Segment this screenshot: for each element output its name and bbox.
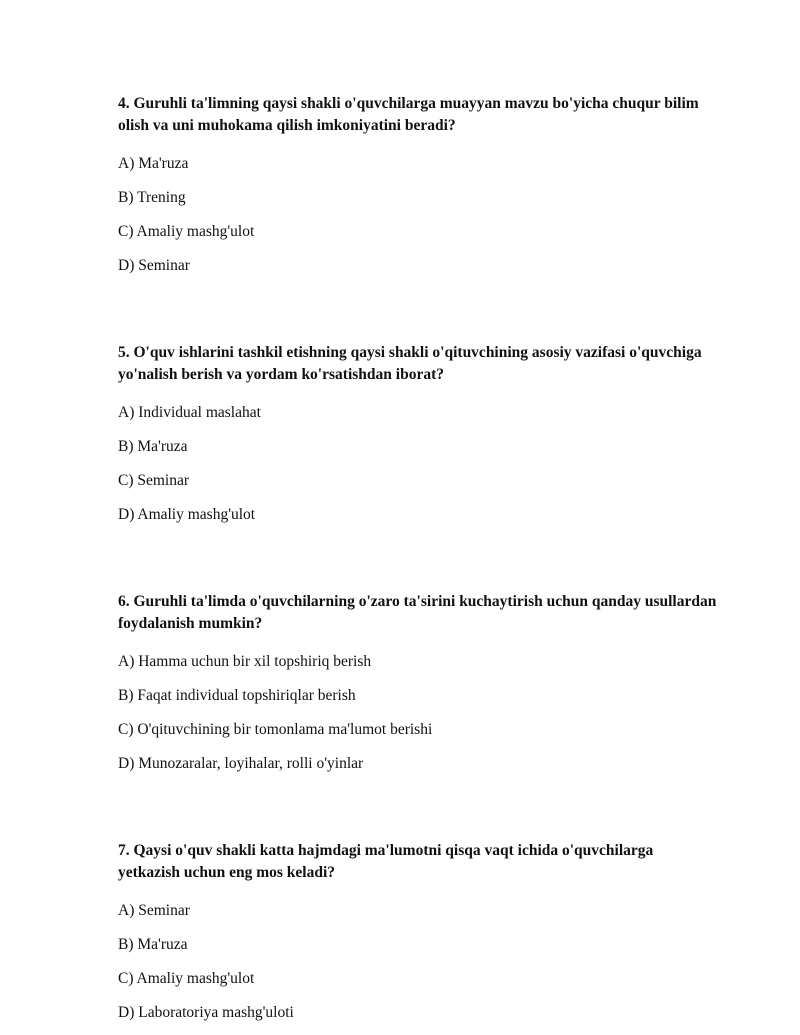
answer-option-d: D) Amaliy mashg'ulot — [118, 506, 256, 523]
question-text: 7. Qaysi o'quv shakli katta hajmdagi ma'lumotni qisqa vaqt ichida o'quvchilarga yetkazish uchun eng mos keladi? — [118, 842, 654, 881]
question-text: 6. Guruhli ta'limda o'quvchilarning o'zaro ta'sirini kuchaytirish uchun qanday usullardan foydalanish mumkin? — [118, 593, 717, 632]
question-text: 5. O'quv ishlarini tashkil etishning qaysi shakli o'qituvchining asosiy vazifasi o'quvchiga yo'nalish berish va yordam ko'rsatishdan iborat? — [118, 344, 702, 383]
document-page — [118, 93, 718, 1023]
question-4 — [118, 93, 718, 276]
question-5 — [118, 342, 718, 525]
answer-option-a: A) Individual maslahat — [118, 404, 261, 421]
answer-option-d: D) Laboratoriya mashg'uloti — [118, 1004, 294, 1021]
answer-option-b: B) Ma'ruza — [118, 438, 188, 455]
answer-option-c: C) Amaliy mashg'ulot — [118, 223, 255, 240]
answer-option-c: C) Seminar — [118, 472, 190, 489]
answer-option-a: A) Hamma uchun bir xil topshiriq berish — [118, 653, 372, 670]
question-7 — [118, 840, 718, 1023]
answer-option-c: C) O'qituvchining bir tomonlama ma'lumot berishi — [118, 721, 433, 738]
answer-option-c: C) Amaliy mashg'ulot — [118, 970, 255, 987]
answer-option-b: B) Ma'ruza — [118, 936, 188, 953]
answer-option-a: A) Ma'ruza — [118, 155, 189, 172]
answer-option-d: D) Munozaralar, loyihalar, rolli o'yinlar — [118, 755, 364, 772]
answer-option-b: B) Trening — [118, 189, 186, 206]
question-6 — [118, 591, 718, 774]
answer-option-a: A) Seminar — [118, 902, 190, 919]
question-text: 4. Guruhli ta'limning qaysi shakli o'quvchilarga muayyan mavzu bo'yicha chuqur bilim olish va uni muhokama qilish imkoniyatini beradi? — [118, 95, 699, 134]
answer-option-b: B) Faqat individual topshiriqlar berish — [118, 687, 356, 704]
answer-option-d: D) Seminar — [118, 257, 190, 274]
